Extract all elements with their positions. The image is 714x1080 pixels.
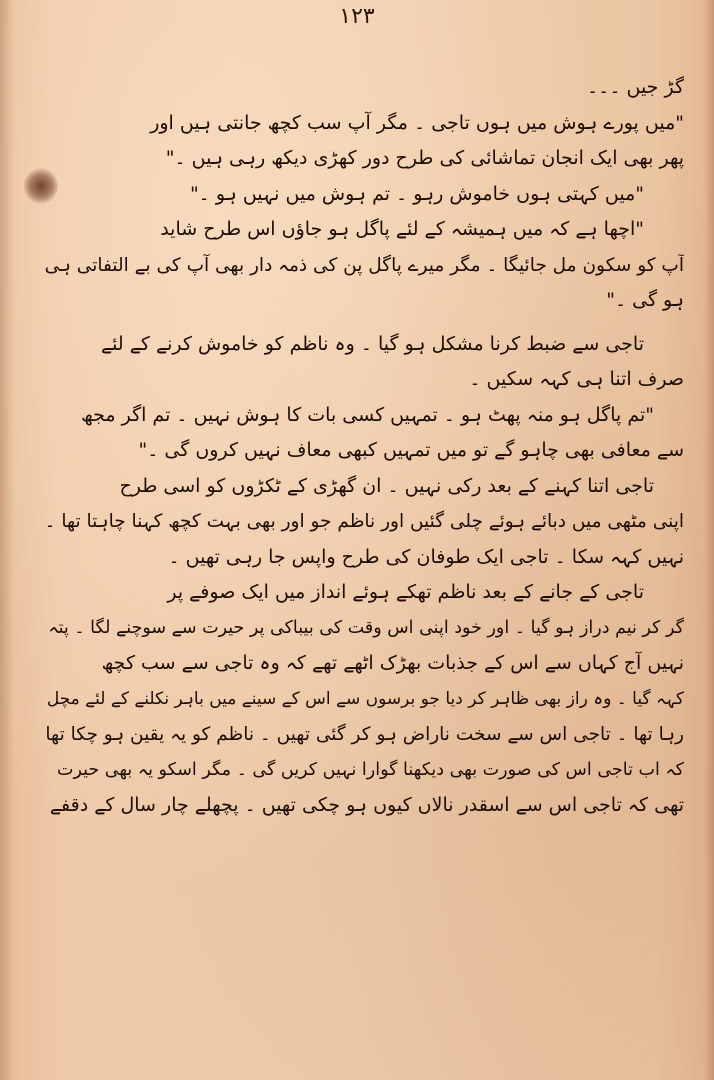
urdu-text-body	[44, 70, 684, 824]
text-line: رہا تھا ۔ تاجی اس سے سخت ناراض ہو کر گئی تھیں ۔ ناظم کو یہ یقین ہو چکا تھا	[45, 724, 684, 745]
page-left-edge-shadow	[0, 0, 14, 1080]
text-line: سے معافی بھی چاہو گے تو میں تمہیں کبھی معاف نہیں کروں گی ۔"	[138, 439, 684, 461]
text-line: تاجی کے جانے کے بعد ناظم تھکے ہوئے انداز میں ایک صوفے پر	[167, 581, 644, 603]
text-line: اپنی مٹھی میں دبائے ہوئے چلی گئیں اور ناظم جو اور بھی بہت کچھ کہنا چاہتا تھا ۔	[44, 511, 684, 532]
text-line: "اچھا ہے کہ میں ہمیشہ کے لئے پاگل ہو جاؤں اس طرح شاید	[160, 218, 644, 240]
text-line: "تم پاگل ہو منہ پھٹ ہو ۔ تمہیں کسی بات کا ہوش نہیں ۔ تم اگر مجھ	[81, 403, 654, 426]
page-right-edge-shadow	[704, 0, 714, 1080]
text-line: "میں پورے ہوش میں ہوں تاجی ۔ مگر آپ سب کچھ جانتی ہیں اور	[150, 111, 684, 134]
text-line: تاجی اتنا کہنے کے بعد رکی نہیں ۔ ان گھڑی کے ٹکڑوں کو اسی طرح	[119, 474, 654, 497]
text-line: نہیں آج کہاں سے اس کے جذبات بھڑک اٹھے تھے کہ وہ تاجی سے سب کچھ	[101, 652, 684, 674]
text-line: پھر بھی ایک انجان تماشائی کی طرح دور کھڑی دیکھ رہی ہیں ۔"	[165, 147, 684, 169]
text-line: ہو گی ۔"	[606, 289, 684, 311]
text-line: صرف اتنا ہی کہہ سکیں ۔	[469, 368, 684, 390]
text-line: تھی کہ تاجی اس سے اسقدر نالاں کیوں ہو چکی تھیں ۔ پچھلے چار سال کے دقفے	[49, 794, 684, 816]
text-line: تاجی سے ضبط کرنا مشکل ہو گیا ۔ وہ ناظم کو خاموش کرنے کے لئے	[101, 332, 644, 355]
text-line: نہیں کہہ سکا ۔ تاجی ایک طوفان کی طرح واپس جا رہی تھیں ۔	[168, 545, 684, 568]
text-line: گر کر نیم دراز ہو گیا ۔ اور خود اپنی اس وقت کی بیباکی پر حیرت سے سوچنے لگا ۔ پتہ	[48, 617, 684, 638]
text-line: "میں کہتی ہوں خاموش رہو ۔ تم ہوش میں نہیں ہو ۔"	[189, 182, 644, 205]
text-line: گڑ جیں ۔۔۔	[587, 76, 684, 98]
text-line: کہ اب تاجی اس کی صورت بھی دیکھنا گوارا نہیں کریں گی ۔ مگر اسکو یہ بھی حیرت	[56, 759, 684, 780]
text-line: آپ کو سکون مل جائیگا ۔ مگر میرے پاگل پن کی ذمہ دار بھی آپ کی بے التفاتی ہی	[44, 254, 684, 276]
text-line: کہہ گیا ۔ وہ راز بھی ظاہر کر دیا جو برسوں سے اس کے سینے میں باہر نکلنے کے لئے مچل	[46, 688, 684, 709]
page-number: ۱۲۳	[339, 4, 375, 29]
